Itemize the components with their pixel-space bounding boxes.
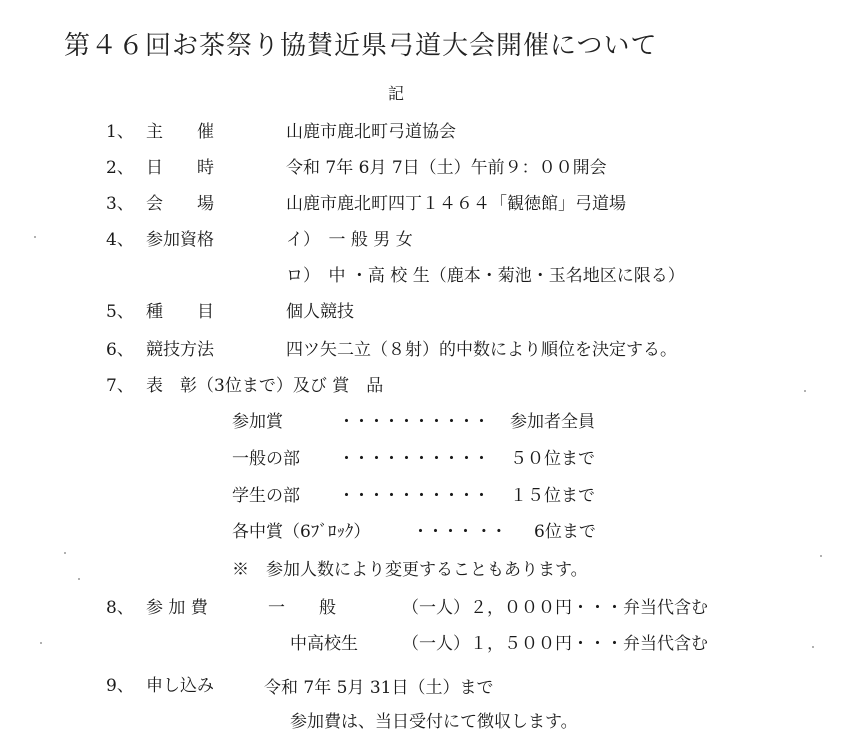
award-name: 各中賞（6ﾌﾞﾛｯｸ） [232,522,371,542]
item-number-8: 8、 [106,598,134,618]
item-label-venue: 会 場 [146,194,214,214]
fee-category: 一 般 [268,598,336,618]
item-value-venue: 山鹿市鹿北町四丁１４６４「観徳館」弓道場 [286,194,626,214]
item-label-datetime: 日 時 [146,158,214,178]
item-label-event: 種 目 [146,302,214,322]
award-value: 参加者全員 [510,412,595,432]
item-value-organizer: 山鹿市鹿北町弓道協会 [286,122,456,142]
item-number-9: 9、 [106,676,134,696]
scan-speck [34,236,36,238]
fee-amount: （一人）２，０００円・・・弁当代含む [402,598,708,618]
award-value: 6位まで [534,522,596,542]
item-number-4: 4、 [106,230,134,250]
fee-amount: （一人）１，５００円・・・弁当代含む [402,634,708,654]
award-note: ※ 参加人数により変更することもあります。 [232,560,588,580]
scan-speck [820,555,822,557]
document-title: 第４６回お茶祭り協賛近県弓道大会開催について [64,31,658,61]
fee-category: 中高校生 [290,634,358,654]
award-name: 参加賞 [232,412,283,432]
award-leader-dots: ・・・・・・・・・・ [338,412,488,432]
item-label-organizer: 主 催 [146,122,214,142]
item-value-eligibility-b: ロ） 中 ・高 校 生（鹿本・菊池・玉名地区に限る） [286,266,685,286]
item-number-7: 7、 [106,376,134,396]
item-label-fee: 参 加 費 [146,598,208,618]
award-name: 一般の部 [232,449,300,469]
item-label-application: 申し込み [146,676,214,696]
scan-speck [64,552,66,554]
item-value-datetime: 令和 7年 6月 7日（土）午前９：００開会 [286,158,607,178]
item-number-2: 2、 [106,158,134,178]
scan-speck [78,578,80,580]
award-value: ５０位まで [510,449,595,469]
item-value-event: 個人競技 [286,302,354,322]
item-number-6: 6、 [106,340,134,360]
item-number-1: 1、 [106,122,134,142]
item-value-eligibility-a: イ） 一 般 男 女 [286,230,413,250]
application-note: 参加費は、当日受付にて徴収します。 [290,712,578,732]
award-name: 学生の部 [232,486,300,506]
item-label-awards: 表 彰（3位まで）及び 賞 品 [146,376,384,396]
item-value-application: 令和 7年 5月 31日（土）まで [264,678,494,698]
award-leader-dots: ・・・・・・・・・・ [338,449,488,469]
award-leader-dots: ・・・・ ・・ [412,522,506,542]
scan-speck [812,646,814,648]
scan-speck [804,390,806,392]
item-number-5: 5、 [106,302,134,322]
item-value-method: 四ツ矢二立（８射）的中数により順位を決定する。 [286,340,677,360]
item-label-method: 競技方法 [146,340,214,360]
ki-heading: 記 [388,84,405,103]
scan-speck [40,642,42,644]
item-number-3: 3、 [106,194,134,214]
award-value: １５位まで [510,486,595,506]
item-label-eligibility: 参加資格 [146,230,214,250]
award-leader-dots: ・・・・・・・・・・ [338,486,488,506]
